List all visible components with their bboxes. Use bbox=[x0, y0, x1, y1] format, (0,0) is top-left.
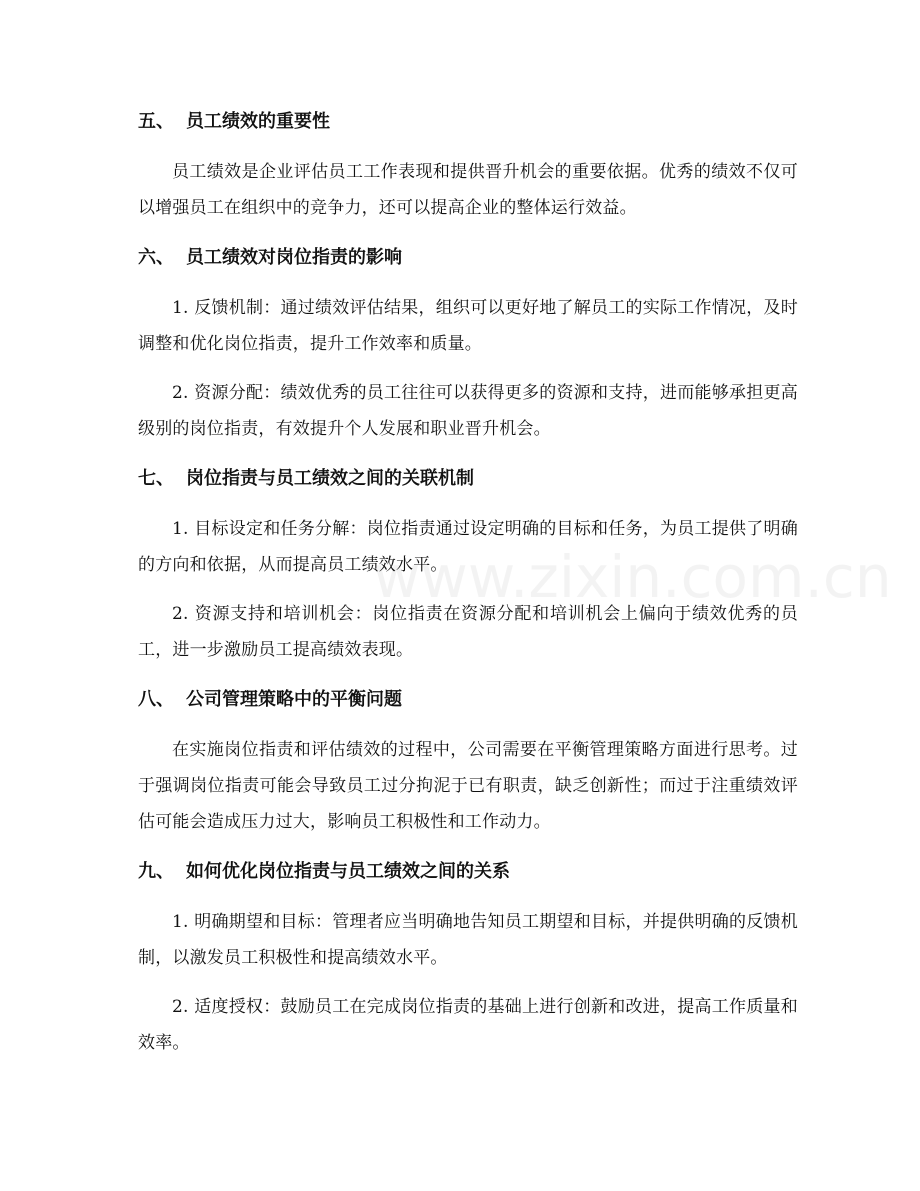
section-number: 八、 bbox=[138, 689, 174, 710]
section-heading bbox=[138, 461, 798, 497]
paragraph: 1. 明确期望和目标：管理者应当明确地告知员工期望和目标，并提供明确的反馈机制，以激发员工积极性和提高绩效水平。 bbox=[138, 912, 798, 968]
section-heading bbox=[138, 854, 798, 890]
section-title: 公司管理策略中的平衡问题 bbox=[186, 689, 402, 710]
section-title: 岗位指责与员工绩效之间的关联机制 bbox=[186, 468, 474, 489]
paragraph: 员工绩效是企业评估员工工作表现和提供晋升机会的重要依据。优秀的绩效不仅可以增强员工在组织中的竞争力，还可以提高企业的整体运行效益。 bbox=[138, 162, 798, 218]
paragraph: 1. 反馈机制：通过绩效评估结果，组织可以更好地了解员工的实际工作情况，及时调整和优化岗位指责，提升工作效率和质量。 bbox=[138, 298, 798, 354]
section-7 bbox=[138, 461, 798, 668]
section-number: 七、 bbox=[138, 468, 174, 489]
paragraph: 2. 资源支持和培训机会：岗位指责在资源分配和培训机会上偏向于绩效优秀的员工，进一步激励员工提高绩效表现。 bbox=[138, 604, 798, 660]
document-body bbox=[138, 104, 798, 1061]
section-6 bbox=[138, 240, 798, 447]
watermark: www.zixin.com.cn bbox=[373, 543, 892, 611]
paragraph: 1. 目标设定和任务分解：岗位指责通过设定明确的目标和任务，为员工提供了明确的方向和依据，从而提高员工绩效水平。 bbox=[138, 519, 798, 575]
section-number: 六、 bbox=[138, 247, 174, 268]
section-title: 如何优化岗位指责与员工绩效之间的关系 bbox=[186, 861, 510, 882]
paragraph: 在实施岗位指责和评估绩效的过程中，公司需要在平衡管理策略方面进行思考。过于强调岗位指责可能会导致员工过分拘泥于已有职责，缺乏创新性；而过于注重绩效评估可能会造成压力过大，影响员工积极性和工作动力。 bbox=[138, 740, 798, 832]
paragraph: 2. 资源分配：绩效优秀的员工往往可以获得更多的资源和支持，进而能够承担更高级别的岗位指责，有效提升个人发展和职业晋升机会。 bbox=[138, 383, 798, 439]
section-number: 九、 bbox=[138, 861, 174, 882]
section-heading bbox=[138, 240, 798, 276]
section-number: 五、 bbox=[138, 111, 174, 132]
section-9 bbox=[138, 854, 798, 1061]
section-heading bbox=[138, 682, 798, 718]
section-title: 员工绩效对岗位指责的影响 bbox=[186, 247, 402, 268]
section-8 bbox=[138, 682, 798, 840]
section-title: 员工绩效的重要性 bbox=[186, 111, 330, 132]
section-5 bbox=[138, 104, 798, 226]
section-heading bbox=[138, 104, 798, 140]
paragraph: 2. 适度授权：鼓励员工在完成岗位指责的基础上进行创新和改进，提高工作质量和效率。 bbox=[138, 997, 798, 1053]
